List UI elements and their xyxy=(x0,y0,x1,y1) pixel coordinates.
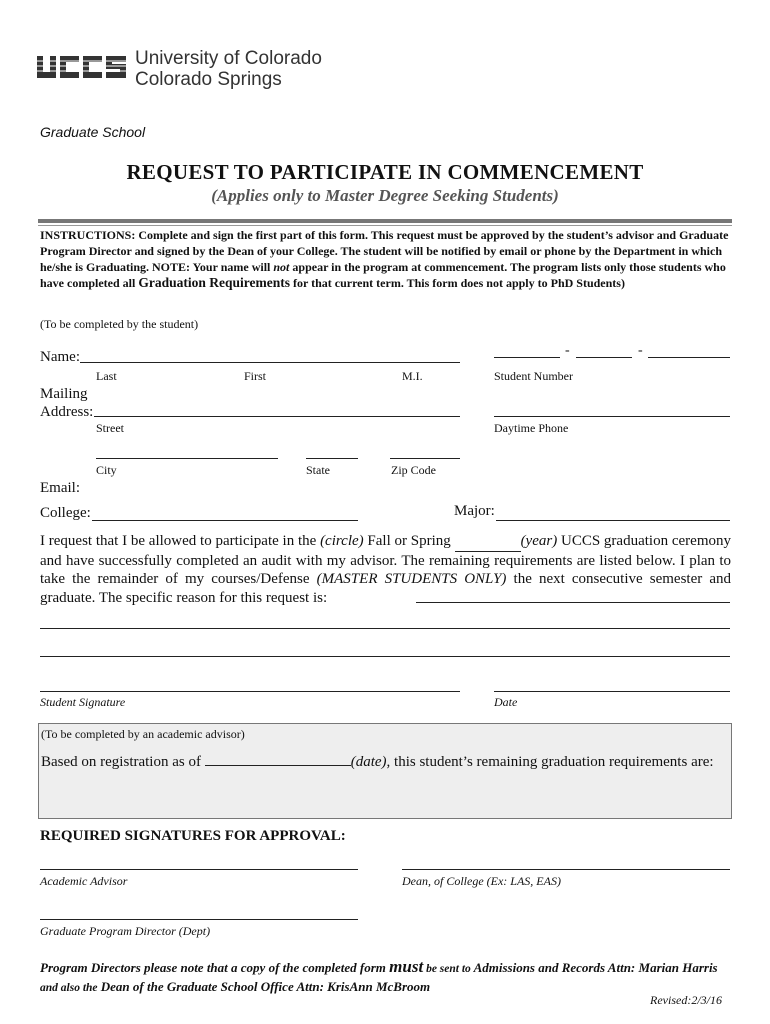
uccs-logo xyxy=(36,46,336,92)
request-master-note: (MASTER STUDENTS ONLY) xyxy=(316,571,507,587)
student-date-field[interactable] xyxy=(494,691,730,692)
university-line-1: University of Colorado xyxy=(135,48,322,69)
college-label: College: xyxy=(40,505,91,521)
revised-date: Revised:2/3/16 xyxy=(650,993,722,1007)
footer-text-c: Admissions and Records Attn: Marian Harris xyxy=(470,960,718,975)
advisor-registration-text xyxy=(41,751,714,771)
footer-text-a: Program Directors please note that a copy of the completed form xyxy=(40,960,390,975)
name-label: Name: xyxy=(40,349,80,365)
department-label: Graduate School xyxy=(40,124,146,140)
student-date-label: Date xyxy=(494,695,518,709)
college-field[interactable] xyxy=(92,520,358,521)
footer-text-d: and also the xyxy=(40,982,98,994)
footer-text-b: be sent to xyxy=(423,963,471,975)
student-number-dash-1: - xyxy=(565,343,570,358)
mailing-label-2: Address: xyxy=(40,404,94,420)
zip-sub-label: Zip Code xyxy=(391,463,436,477)
instructions-text-3: for that current term. This form does not apply to PhD Students) xyxy=(289,276,625,290)
dean-signature-field[interactable] xyxy=(402,869,730,870)
advisor-text-2: , this student’s remaining graduation requirements are: xyxy=(386,754,714,770)
advisor-text-1: Based on registration as of xyxy=(41,754,205,770)
student-section-caption: (To be completed by the student) xyxy=(40,317,199,331)
form-subtitle: (Applies only to Master Degree Seeking Students) xyxy=(211,186,559,205)
uccs-logo-mark xyxy=(36,54,128,80)
mailing-label-1: Mailing xyxy=(40,386,88,402)
daytime-phone-field[interactable] xyxy=(494,416,730,417)
footer-text-e: Dean of the Graduate School Office Attn: KrisAnn McBroom xyxy=(97,979,431,994)
reason-field-line-1[interactable] xyxy=(416,602,730,603)
advisor-section-caption: (To be completed by an academic advisor) xyxy=(41,727,245,741)
major-field[interactable] xyxy=(496,520,730,521)
request-text-3: UCCS graduation ceremony and have successfully completed an audit with my advisor. The remaining requirements are listed below. I plan to take the remainder of my courses/Defense xyxy=(40,533,731,587)
student-number-part-3[interactable] xyxy=(648,357,730,358)
student-number-part-1[interactable] xyxy=(494,357,560,358)
advisor-date-note: (date) xyxy=(350,754,387,770)
name-sub-first: First xyxy=(244,369,267,383)
approval-heading: REQUIRED SIGNATURES FOR APPROVAL: xyxy=(40,828,346,844)
program-director-signature-field[interactable] xyxy=(40,919,358,920)
daytime-phone-label: Daytime Phone xyxy=(494,421,569,435)
student-number-dash-2: - xyxy=(638,343,643,358)
request-year-note: (year) xyxy=(520,533,558,549)
request-circle-note: (circle) xyxy=(320,533,364,549)
reason-field-line-3[interactable] xyxy=(40,656,730,657)
major-label: Major: xyxy=(454,503,495,519)
year-field[interactable] xyxy=(455,532,521,552)
student-signature-field[interactable] xyxy=(40,691,460,692)
name-sub-last: Last xyxy=(96,369,117,383)
registration-date-field[interactable] xyxy=(205,751,351,766)
email-label: Email: xyxy=(40,480,80,496)
university-line-2: Colorado Springs xyxy=(135,69,282,90)
header-rule-thin xyxy=(38,225,732,226)
academic-advisor-signature-field[interactable] xyxy=(40,869,358,870)
academic-advisor-label: Academic Advisor xyxy=(40,874,128,888)
instructions-text-1: INSTRUCTIONS: Complete and sign the first part of this form. This request must be approved by the student’s advisor and Graduate Program Director and signed by the Dean of your College. The student will be notified by email or phone by the Department in which he/she is Graduating. NOTE: Your name will xyxy=(40,228,729,274)
name-field[interactable] xyxy=(80,362,460,363)
advisor-section xyxy=(38,723,732,819)
street-field[interactable] xyxy=(94,416,460,417)
footer-must: must xyxy=(389,957,424,976)
student-number-label: Student Number xyxy=(494,369,573,383)
state-field[interactable] xyxy=(306,458,358,459)
request-text-2: Fall or Spring xyxy=(363,533,455,549)
instructions-not: not xyxy=(273,260,290,274)
name-sub-mi: M.I. xyxy=(402,369,423,383)
city-field[interactable] xyxy=(96,458,278,459)
instructions xyxy=(40,227,730,291)
request-text-4: the next consecutive semester and graduate. The specific reason for this request is: xyxy=(40,571,732,606)
city-sub-label: City xyxy=(96,463,117,477)
instructions-text-2: appear in the program at commencement. The program lists only those students who have completed all xyxy=(40,260,726,290)
student-number-part-2[interactable] xyxy=(576,357,632,358)
form-title: REQUEST TO PARTICIPATE IN COMMENCEMENT xyxy=(126,160,644,184)
state-sub-label: State xyxy=(306,463,330,477)
request-paragraph xyxy=(40,532,731,607)
instructions-graduation-requirements: Graduation Requirements xyxy=(138,275,290,290)
dean-label: Dean, of College (Ex: LAS, EAS) xyxy=(402,874,561,888)
footer-note xyxy=(40,958,730,997)
street-sub-label: Street xyxy=(96,421,124,435)
zip-field[interactable] xyxy=(390,458,460,459)
student-signature-label: Student Signature xyxy=(40,695,126,709)
header-rule xyxy=(38,219,732,223)
request-text-1: I request that I be allowed to participate in the xyxy=(40,533,321,549)
reason-field-line-2[interactable] xyxy=(40,628,730,629)
program-director-label: Graduate Program Director (Dept) xyxy=(40,924,211,938)
university-name xyxy=(135,48,322,90)
